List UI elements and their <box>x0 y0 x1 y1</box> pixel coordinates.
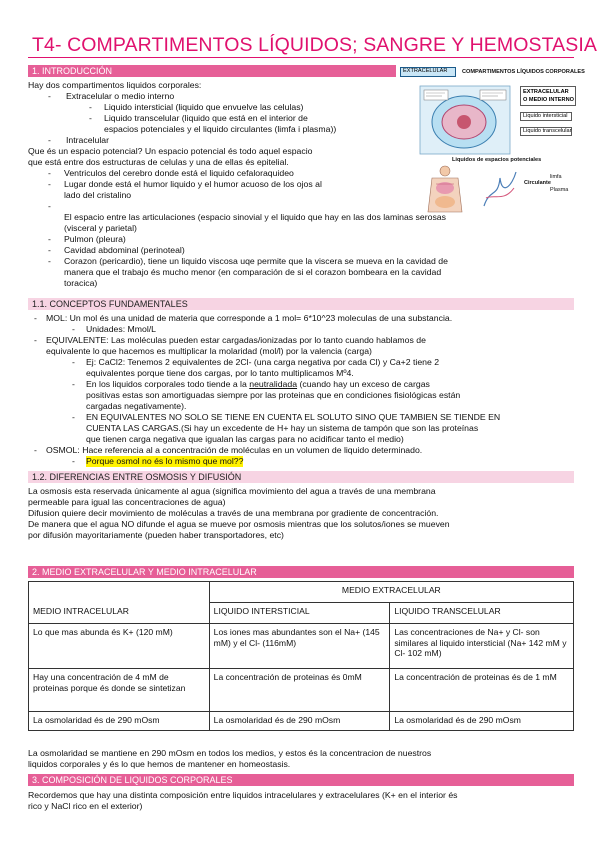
concept-line: equivalente lo que hacemos es multiplicar la molaridad (mol/l) por la valencia (carga) <box>46 346 372 356</box>
intro-line: Hay dos compartimentos liquidos corporales: <box>28 80 202 90</box>
summary-line: liquidos corporales y és lo que hemos de mantener en homeostasis. <box>28 759 291 769</box>
bullet-dash: - <box>48 256 51 266</box>
bullet-dash: - <box>34 335 37 345</box>
diff-line: permeable para igual las concentraciones de agua) <box>28 497 226 507</box>
table-cell: Las concentraciones de Na+ y Cl- son similares al liquido intersticial (Na+ 142 mM y Cl- 102 mM) <box>390 624 574 669</box>
compartment-figure <box>400 64 585 204</box>
intro-line: lado del cristalino <box>64 190 132 200</box>
table-header-row <box>29 582 574 603</box>
intro-line: Cavidad abdominal (perinoteal) <box>64 245 185 255</box>
intro-line: toracica) <box>64 278 98 288</box>
section-heading-conceptos: 1.1. CONCEPTOS FUNDAMENTALES <box>28 298 574 310</box>
extracellular-box-line2: O MEDIO INTERNO <box>523 97 574 103</box>
bullet-dash: - <box>72 357 75 367</box>
section-heading-introduccion: 1. INTRODUCCIÓN <box>28 65 396 77</box>
table-header-intersticial: LIQUIDO INTERSTICIAL <box>209 603 390 624</box>
figure-label-limfa: limfa <box>550 174 562 180</box>
intro-line: Ventriculos del cerebro donde está el liquido cefaloraquideo <box>64 168 294 178</box>
intro-line: Pulmon (pleura) <box>64 234 126 244</box>
table-header-extracelular: MEDIO EXTRACELULAR <box>209 582 573 603</box>
concept-fragment: En los liquidos corporales todo tiende a la <box>86 379 250 389</box>
bullet-dash: - <box>48 135 51 145</box>
table-cell: La concentración de proteinas és de 1 mM <box>390 669 574 712</box>
summary-line: La osmolaridad se mantiene en 290 mOsm en todos los medios, y estos és la concentracion de nuestros <box>28 748 432 758</box>
concept-line: OSMOL: Hace referencia al a concentración de moléculas en un volumen de liquido determinado. <box>46 445 423 455</box>
table-cell: Hay una concentración de 4 mM de proteinas porque és donde se sintetizan <box>29 669 210 712</box>
section-heading-diferencias: 1.2. DIFERENCIAS ENTRE OSMOSIS Y DIFUSIÓN <box>28 471 574 483</box>
bullet-dash: - <box>48 201 51 211</box>
concept-line: Ej: CaCl2: Tenemos 2 equivalentes de 2Cl- (una carga negativa por cada Cl) y Ca+2 tiene 2 <box>86 357 440 367</box>
table-cell: Los iones mas abundantes son el Na+ (145 mM) y el Cl- (116mM) <box>209 624 390 669</box>
composition-line: rico y NaCl rico en el exterior) <box>28 801 143 811</box>
table-row <box>29 712 574 731</box>
intro-line: El espacio entre las articulaciones (espacio sinovial y el liquido que hay en las dos laminas serosas <box>64 212 446 222</box>
diff-line: De manera que el agua NO difunde el agua se mueve por osmosis mientras que los solutos/iones se mueven <box>28 519 450 529</box>
table-row <box>29 669 574 712</box>
table-cell: La osmolaridad és de 290 mOsm <box>29 712 210 731</box>
bullet-dash: - <box>34 445 37 455</box>
concept-line: CUENTA LAS CARGAS.(Si hay un excedente de H+ hay un sistema de tampón que son las proteínas <box>86 423 479 433</box>
diff-line: por difusión mayoritariamente (pueden haber transportadores, etc) <box>28 530 284 540</box>
table-cell: La osmolaridad és de 290 mOsm <box>209 712 390 731</box>
concept-line: MOL: Un mol és una unidad de materia que corresponde a 1 mol= 6*10^23 moleculas de una substancia. <box>46 313 453 323</box>
intro-line: Lugar donde está el humor liquido y el humor acuoso de los ojos al <box>64 179 322 189</box>
page-title: T4- COMPARTIMENTOS LÍQUIDOS; SANGRE Y HEMOSTASIA <box>32 34 597 56</box>
section-heading-composicion: 3. COMPOSICIÓN DE LIQUIDOS CORPORALES <box>28 774 574 786</box>
underlined-term: neutralidada <box>249 379 298 389</box>
intro-line: manera que el trabajo és mucho menor (en comparación de si el corazon bombeara en la cavidad <box>64 267 442 277</box>
bullet-dash: - <box>72 456 75 466</box>
extracellular-box-line1: EXTRACELULAR <box>523 89 569 95</box>
bullet-dash: - <box>72 379 75 389</box>
figure-caption: Liquidos de espacios potenciales <box>452 157 542 163</box>
intro-line: Que és un espacio potencial? Un espacio potencial és todo aquel espacio <box>28 146 313 156</box>
bullet-dash: - <box>48 179 51 189</box>
figure-label-plasma: Plasma <box>550 187 569 193</box>
concept-fragment: (cuando hay un exceso de cargas <box>297 379 430 389</box>
table-cell: La concentración de proteinas és 0mM <box>209 669 390 712</box>
intro-line: que está entre dos estructuras de celulas y una de ellas és epitelial. <box>28 157 289 167</box>
interstitial-box: Liquido intersticial <box>520 112 572 121</box>
bullet-dash: - <box>48 245 51 255</box>
figure-label-circulante: Circulante <box>524 180 551 186</box>
intro-line: Intracelular <box>66 135 109 145</box>
highlighted-question: Porque osmol no és lo mismo que mol?? <box>86 456 244 466</box>
body-diagram-icon <box>422 164 468 220</box>
concept-line: EQUIVALENTE: Las moléculas pueden estar cargadas/ionizadas por lo tanto cuando hablamos de <box>46 335 426 345</box>
extracellular-box <box>520 86 576 106</box>
intro-line: (visceral y parietal) <box>64 223 137 233</box>
composition-line: Recordemos que hay una distinta composición entre liquidos intracelulares y extracelulares (K+ en el interior és <box>28 790 458 800</box>
section-heading-medio: 2. MEDIO EXTRACELULAR Y MEDIO INTRACELULAR <box>28 566 574 578</box>
bullet-dash: - <box>89 113 92 123</box>
table-header-intracelular: MEDIO INTRACELULAR <box>29 582 210 624</box>
intro-line: espacios potenciales y el liquido circulantes (limfa i plasma)) <box>104 124 337 134</box>
bullet-dash: - <box>89 102 92 112</box>
intro-line: Extracelular o medio interno <box>66 91 175 101</box>
intro-line: Liquido transcelular (liquido que está en el interior de <box>104 113 308 123</box>
bullet-dash: - <box>48 168 51 178</box>
concept-line <box>86 379 430 390</box>
table-row <box>29 624 574 669</box>
transcellular-box: Liquido transcelular <box>520 127 572 136</box>
bullet-dash: - <box>72 412 75 422</box>
intro-line: Liquido intersticial (liquido que envuelve las celulas) <box>104 102 304 112</box>
figure-header-left: EXTRACELULAR <box>400 67 456 77</box>
lymph-vessel-icon <box>480 168 520 210</box>
comparison-table <box>28 581 574 731</box>
concept-line: Unidades: Mmol/L <box>86 324 157 334</box>
concept-line: equivalentes porque tiene dos cargas, por lo tanto multiplicamos Mº4. <box>86 368 354 378</box>
intro-line: Corazon (pericardio), tiene un liquido viscosa uqe permite que la viscera se mueva en la cavidad de <box>64 256 448 266</box>
table-cell: La osmolaridad és de 290 mOsm <box>390 712 574 731</box>
table-cell: Lo que mas abunda és K+ (120 mM) <box>29 624 210 669</box>
figure-header-right: COMPARTIMENTOS LÍQUIDOS CORPORALES <box>462 69 585 75</box>
cell-diagram-icon <box>418 84 512 156</box>
diff-line: Difusion quiere decir movimiento de moléculas a través de una membrana por gradiente de concentración. <box>28 508 439 518</box>
table-header-transcelular: LIQUIDO TRANSCELULAR <box>390 603 574 624</box>
bullet-dash: - <box>72 324 75 334</box>
bullet-dash: - <box>34 313 37 323</box>
concept-line: que tienen carga negativa que igualan las cargas para no acidificar tanto el medio) <box>86 434 404 444</box>
concept-line: positivas estas son amortiguadas siempre por las proteinas que en condiciones fisiológicas están <box>86 390 461 400</box>
concept-line: cargadas negativamente). <box>86 401 187 411</box>
bullet-dash: - <box>48 234 51 244</box>
bullet-dash: - <box>48 91 51 101</box>
title-underline <box>28 57 574 58</box>
diff-line: La osmosis esta reservada únicamente al agua (significa movimiento del agua a través de una membrana <box>28 486 436 496</box>
concept-line: EN EQUIVALENTES NO SOLO SE TIENE EN CUENTA EL SOLUTO SINO QUE TAMBIEN SE TIENDE EN <box>86 412 501 422</box>
